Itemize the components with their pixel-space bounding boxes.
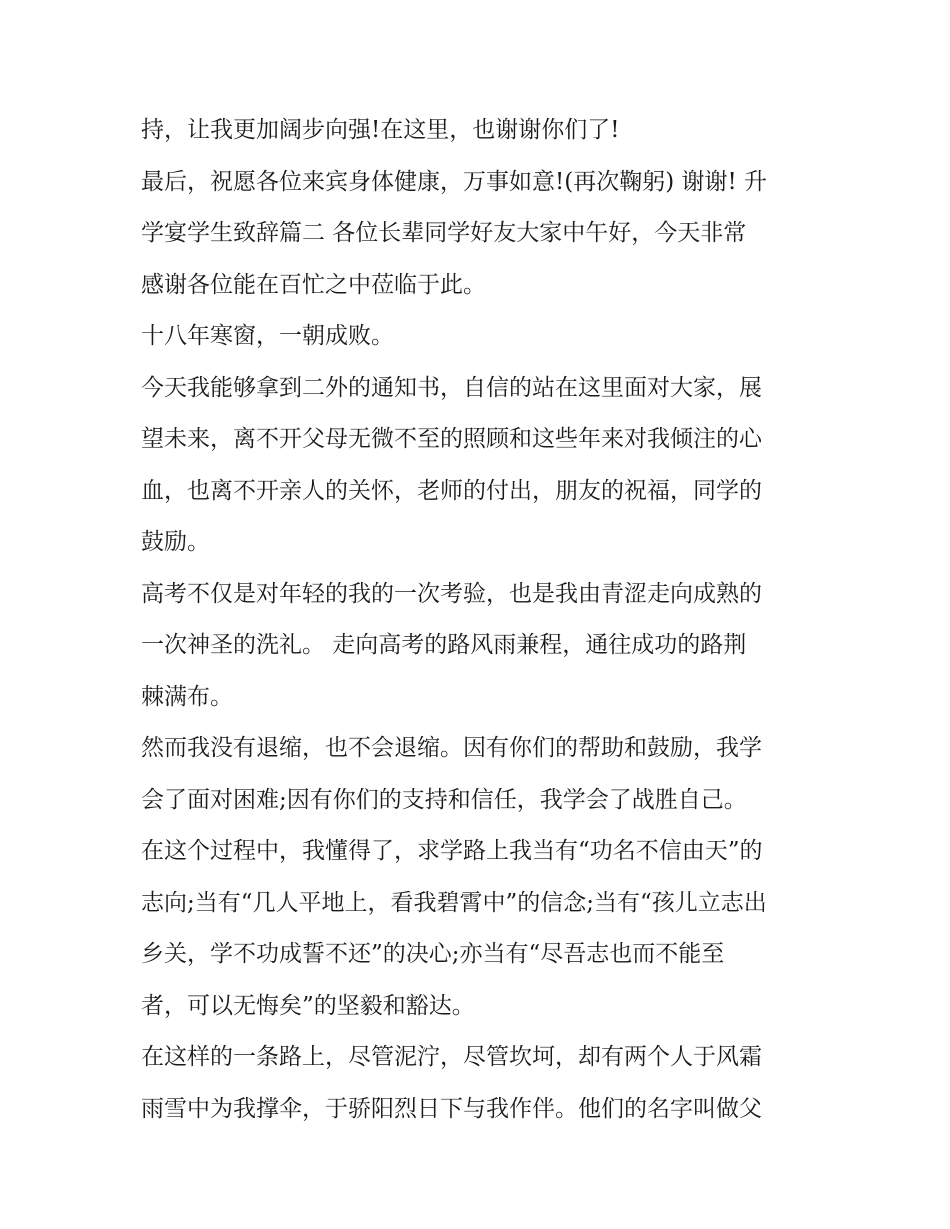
text-line: 然而我没有退缩，也不会退缩。因有你们的帮助和鼓励，我学 bbox=[141, 735, 762, 761]
text-line: 望未来，离不开父母无微不至的照顾和这些年来对我倾注的心 bbox=[141, 426, 762, 452]
text-line: 会了面对困难;因有你们的支持和信任，我学会了战胜自己。 bbox=[141, 786, 747, 813]
text-line: 志向;当有“几人平地上，看我碧霄中”的信念;当有“孩儿立志出 bbox=[141, 889, 767, 916]
text-line: 在这个过程中，我懂得了，求学路上我当有“功名不信由天”的 bbox=[141, 838, 763, 864]
text-line: 十八年寒窗，一朝成败。 bbox=[141, 323, 394, 349]
text-line: 血，也离不开亲人的关怀，老师的付出，朋友的祝福，同学的 bbox=[141, 477, 762, 504]
text-line: 高考不仅是对年轻的我的一次考验，也是我由青涩走向成熟的 bbox=[141, 580, 762, 607]
text-line: 最后，祝愿各位来宾身体健康，万事如意!(再次鞠躬) 谢谢! 升 bbox=[141, 168, 768, 195]
text-line: 棘满布。 bbox=[141, 683, 233, 710]
text-line: 感谢各位能在百忙之中莅临于此。 bbox=[141, 271, 486, 298]
text-line: 学宴学生致辞篇二 各位长辈同学好友大家中午好，今天非常 bbox=[141, 220, 747, 246]
text-line: 一次神圣的洗礼。 走向高考的路风雨兼程，通往成功的路荆 bbox=[141, 632, 747, 658]
speech-text-body bbox=[141, 105, 821, 1135]
text-line: 今天我能够拿到二外的通知书，自信的站在这里面对大家，展 bbox=[141, 374, 762, 401]
text-line: 在这样的一条路上，尽管泥泞，尽管坎坷，却有两个人于风霜 bbox=[141, 1044, 762, 1070]
text-line: 雨雪中为我撑伞，于骄阳烈日下与我作伴。他们的名字叫做父 bbox=[141, 1095, 762, 1122]
text-line: 乡关，学不功成誓不还”的决心;亦当有“尽吾志也而不能至 bbox=[141, 941, 725, 967]
text-line: 持，让我更加阔步向强!在这里，也谢谢你们了! bbox=[141, 117, 620, 143]
text-line: 鼓励。 bbox=[141, 529, 210, 555]
text-line: 者，可以无悔矣”的坚毅和豁达。 bbox=[141, 992, 475, 1019]
